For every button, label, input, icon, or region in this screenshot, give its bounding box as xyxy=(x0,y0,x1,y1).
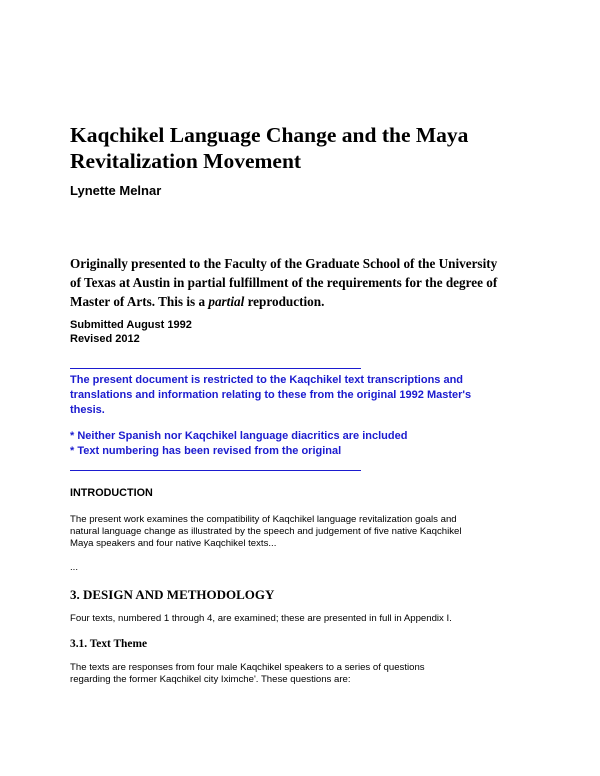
section-3-heading: 3. DESIGN AND METHODOLOGY xyxy=(70,587,275,602)
section-3-1-heading: 3.1. Text Theme xyxy=(70,638,147,650)
presented-line-3-end: reproduction. xyxy=(244,294,325,309)
note-bullet-1: * Neither Spanish nor Kaqchikel language diacritics are included xyxy=(70,430,408,442)
note-line-3: thesis. xyxy=(70,404,105,416)
intro-line-1: The present work examines the compatibility of Kaqchikel language revitalization goals and xyxy=(70,514,457,525)
blue-rule-top xyxy=(70,368,361,369)
intro-line-2: natural language change as illustrated by the speech and judgement of five native Kaqchikel xyxy=(70,526,462,537)
ellipsis: ... xyxy=(70,562,78,573)
presented-emphasis: partial xyxy=(208,294,245,309)
section-3-text: Four texts, numbered 1 through 4, are examined; these are presented in full in Appendix I. xyxy=(70,613,452,624)
blue-rule-bottom xyxy=(70,470,361,471)
note-bullet-2: * Text numbering has been revised from the original xyxy=(70,445,342,457)
intro-line-3: Maya speakers and four native Kaqchikel texts... xyxy=(70,538,277,549)
introduction-heading: INTRODUCTION xyxy=(70,487,153,499)
author-name: Lynette Melnar xyxy=(70,183,162,198)
note-line-2: translations and information relating to these from the original 1992 Master's xyxy=(70,389,472,401)
section-3-1-line-2: regarding the former Kaqchikel city Iximche'. These questions are: xyxy=(70,674,351,685)
presented-line-2: of Texas at Austin in partial fulfillment of the requirements for the degree of xyxy=(70,275,498,290)
presented-line-3-start: Master of Arts. This is a xyxy=(70,294,209,309)
presented-line-1: Originally presented to the Faculty of the Graduate School of the University xyxy=(70,256,498,271)
submitted-date: Submitted August 1992 xyxy=(70,319,192,331)
section-3-1-line-1: The texts are responses from four male Kaqchikel speakers to a series of questions xyxy=(70,662,425,673)
revised-date: Revised 2012 xyxy=(70,333,140,345)
note-line-1: The present document is restricted to the Kaqchikel text transcriptions and xyxy=(70,374,464,386)
title-line-1: Kaqchikel Language Change and the Maya xyxy=(70,123,469,147)
presented-line-3 xyxy=(70,292,324,311)
title-line-2: Revitalization Movement xyxy=(70,149,302,173)
